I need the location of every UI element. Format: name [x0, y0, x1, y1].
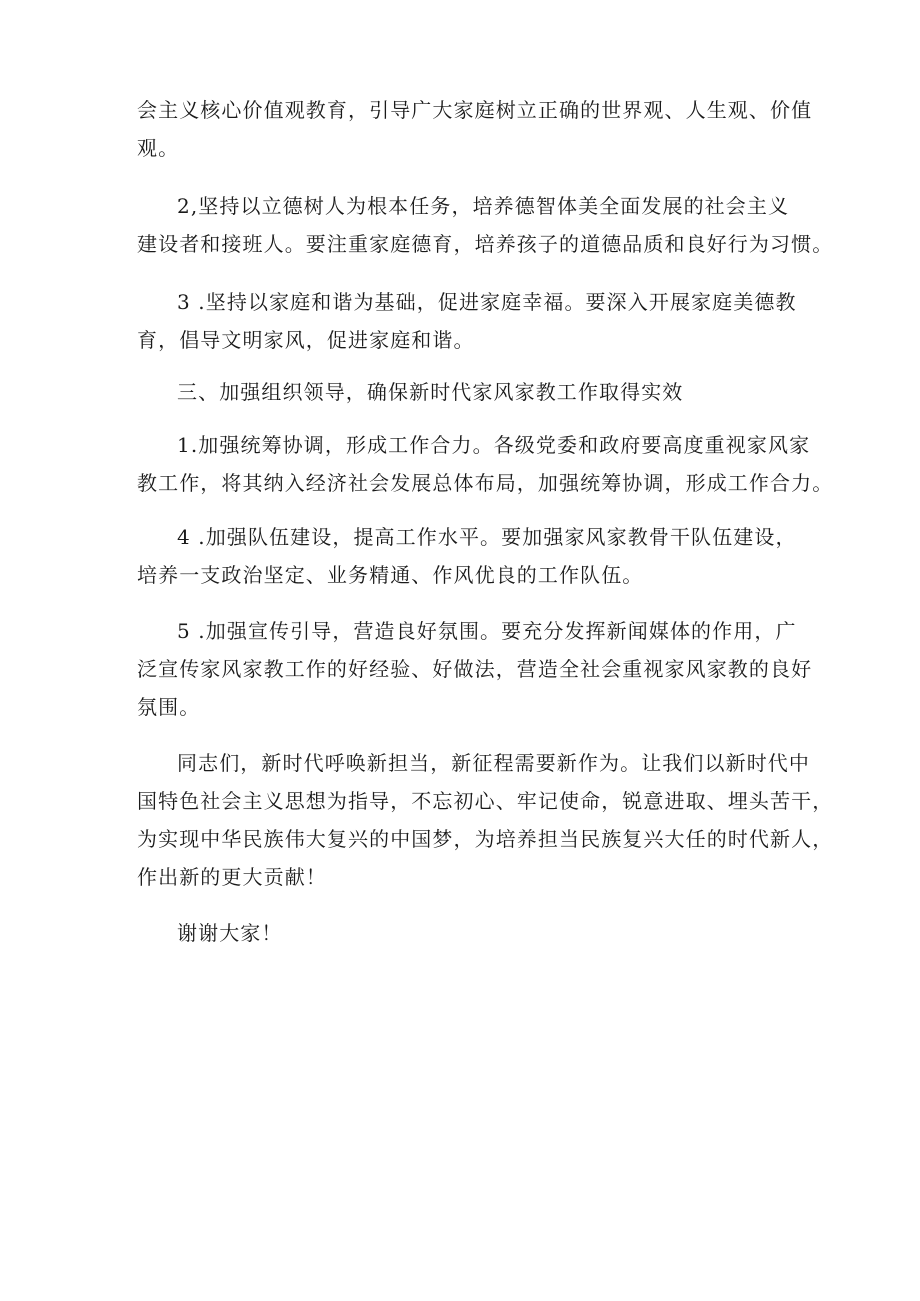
text-line: 国特色社会主义思想为指导，不忘初心、牢记使命，锐意进取、埋头苦干， — [137, 789, 834, 813]
text-line: 建设者和接班人。要注重家庭德育，培养孩子的道德品质和良好行为习惯。 — [137, 232, 834, 256]
closing-line: 谢谢大家！ — [177, 921, 283, 945]
text-line: 1.加强统筹协调，形成工作合力。各级党委和政府要高度重视家风家 — [177, 433, 811, 457]
text-line: 培养一支政治坚定、业务精通、作风优良的工作队伍。 — [137, 563, 644, 587]
text-line: 同志们，新时代呼唤新担当，新征程需要新作为。让我们以新时代中 — [177, 751, 810, 775]
text-line: 教工作，将其纳入经济社会发展总体布局，加强统筹协调，形成工作合力。 — [137, 471, 834, 495]
text-line: 5 .加强宣传引导，营造良好氛围。要充分发挥新闻媒体的作用，广 — [177, 619, 797, 643]
text-line: 2,坚持以立德树人为根本任务，培养德智体美全面发展的社会主义 — [177, 194, 790, 218]
text-line: 作出新的更大贡献！ — [137, 865, 327, 889]
text-line: 氛围。 — [137, 695, 201, 719]
text-line: 育，倡导文明家风，促进家庭和谐。 — [137, 328, 475, 352]
text-line: 3 .坚持以家庭和谐为基础，促进家庭幸福。要深入开展家庭美德教 — [177, 290, 797, 314]
text-line: 观。 — [137, 136, 180, 160]
text-line: 4 .加强队伍建设，提高工作水平。要加强家风家教骨干队伍建设， — [177, 525, 797, 549]
text-line: 会主义核心价值观教育，引导广大家庭树立正确的世界观、人生观、价值 — [137, 98, 813, 122]
text-line: 泛宣传家风家教工作的好经验、好做法，营造全社会重视家风家教的良好 — [137, 657, 813, 681]
section-heading: 三、加强组织领导，确保新时代家风家教工作取得实效 — [177, 380, 684, 404]
text-line: 为实现中华民族伟大复兴的中国梦，为培养担当民族复兴大任的时代新人， — [137, 827, 834, 851]
